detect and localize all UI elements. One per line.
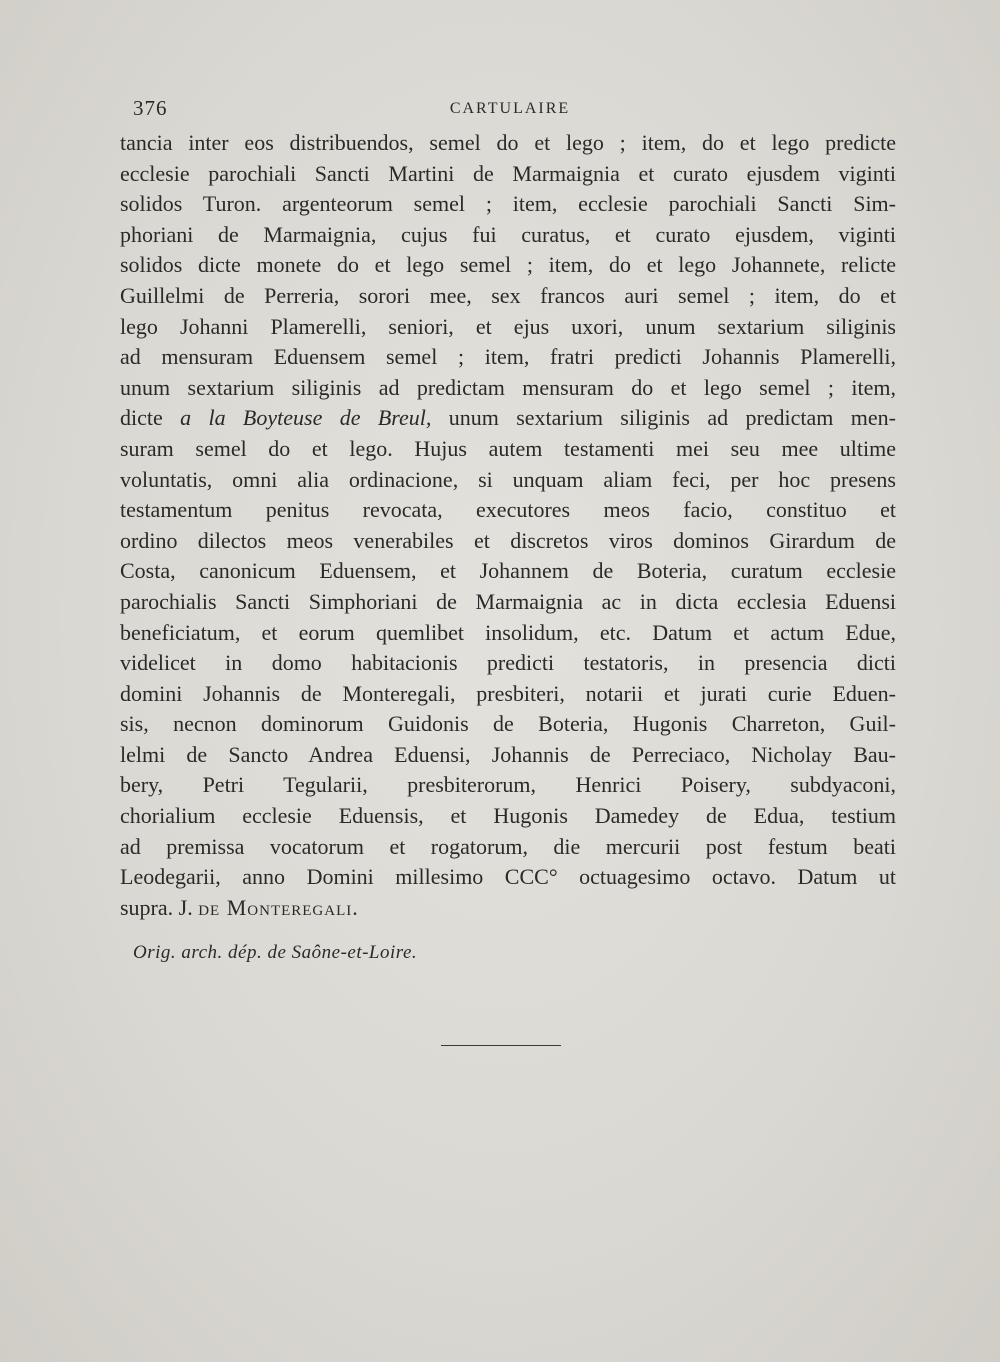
text-line: Leodegarii, anno Domini millesimo CCC° octuagesimo octavo. Datum ut <box>120 864 896 890</box>
text-line: videlicet in domo habitacionis predicti testatoris, in presencia dicti <box>120 650 896 676</box>
text-line: phoriani de Marmaignia, cujus fui curatus, et curato ejusdem, viginti <box>120 221 896 247</box>
text-line: beneficiatum, et eorum quemlibet insolidum, etc. Datum et actum Edue, <box>120 619 896 645</box>
text-line: ordino dilectos meos venerabiles et discretos viros dominos Girardum de <box>120 527 896 553</box>
text-line: lelmi de Sancto Andrea Eduensi, Johannis de Perreciaco, Nicholay Bau- <box>120 741 896 767</box>
text-line: unum sextarium siliginis ad predictam mensuram do et lego semel ; item, <box>120 374 896 400</box>
running-title: CARTULAIRE <box>449 100 571 117</box>
text-line: solidos dicte monete do et lego semel ; item, do et lego Johannete, relicte <box>120 252 896 278</box>
text-line: solidos Turon. argenteorum semel ; item, ecclesie parochiali Sancti Sim- <box>120 191 896 217</box>
page-number: 376 <box>133 96 168 120</box>
text-line: domini Johannis de Monteregali, presbiteri, notarii et jurati curie Eduen- <box>120 680 896 706</box>
source-note: Orig. arch. dép. de Saône-et-Loire. <box>133 942 418 963</box>
text-line: chorialium ecclesie Eduensis, et Hugonis Damedey de Edua, testium <box>120 803 896 829</box>
text-line: sis, necnon dominorum Guidonis de Boteria, Hugonis Charreton, Guil- <box>120 711 896 737</box>
running-head <box>120 96 900 126</box>
text-line: suram semel do et lego. Hujus autem testamenti mei seu mee ultime <box>120 435 896 461</box>
signatory-name: de Monteregali. <box>198 894 359 920</box>
text-line: parochialis Sancti Simphoriani de Marmaignia ac in dicta ecclesia Eduensi <box>120 588 896 614</box>
text-line: ad mensuram Eduensem semel ; item, fratri predicti Johannis Plamerelli, <box>120 344 896 370</box>
charter-text <box>120 128 896 923</box>
text-fragment: supra. J. <box>120 894 199 920</box>
text-line: Guillelmi de Perreria, sorori mee, sex francos auri semel ; item, do et <box>120 282 896 308</box>
closing-line <box>120 893 896 924</box>
text-line: Costa, canonicum Eduensem, et Johannem de Boteria, curatum ecclesie <box>120 558 896 584</box>
italic-name: a la Boyteuse de Breul, <box>180 405 432 431</box>
text-line: tancia inter eos distribuendos, semel do et lego ; item, do et lego predicte <box>120 130 896 155</box>
text-line: lego Johanni Plamerelli, seniori, et ejus uxori, unum sextarium siliginis <box>120 313 896 339</box>
closing-rule <box>441 1045 561 1046</box>
text-line: voluntatis, omni alia ordinacione, si unquam aliam feci, per hoc presens <box>120 466 896 492</box>
text-fragment: unum sextarium siliginis ad predictam men- <box>431 405 896 431</box>
text-line-with-italic <box>120 403 896 434</box>
text-line: ecclesie parochiali Sancti Martini de Marmaignia et curato ejusdem viginti <box>120 160 896 186</box>
text-fragment: dicte <box>120 405 181 431</box>
text-line: ad premissa vocatorum et rogatorum, die mercurii post festum beati <box>120 833 896 859</box>
text-line: bery, Petri Tegularii, presbiterorum, Henrici Poisery, subdyaconi, <box>120 772 896 798</box>
text-line: testamentum penitus revocata, executores meos facio, constituo et <box>120 497 896 523</box>
